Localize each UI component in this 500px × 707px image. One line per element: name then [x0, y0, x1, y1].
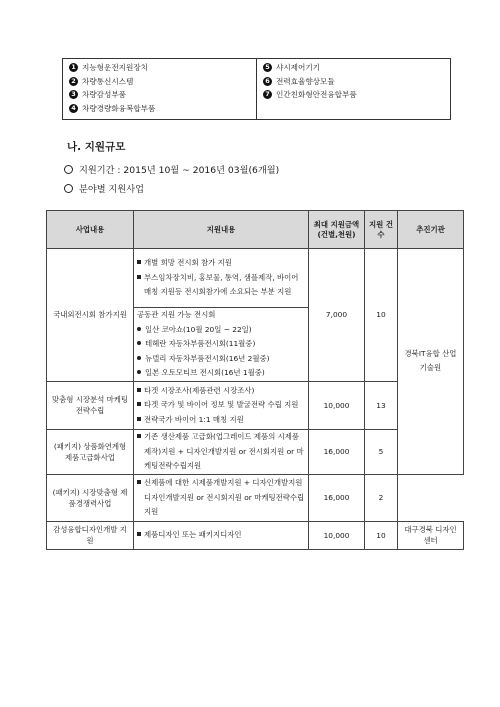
content-item: 테헤란 자동차부품전시회(11월중)	[145, 339, 256, 349]
period-text: 지원기간 : 2015년 10월 ~ 2016년 03월(6개월)	[79, 165, 280, 176]
content-item: 기존 생산제품 고급화(업그레이드 제품의 시제품 제작)지원 + 디자인개발지원 or 전시회지원 or 마케팅전략수립지원	[144, 432, 304, 471]
category-item	[263, 88, 444, 102]
period-line	[64, 162, 279, 176]
row2-count: 13	[365, 381, 398, 429]
category-label: 샤시제어기기	[276, 63, 321, 72]
row1-count: 10	[365, 249, 398, 382]
category-item	[69, 88, 250, 102]
category-item	[69, 75, 250, 89]
category-item	[263, 75, 444, 89]
category-column-left	[63, 59, 256, 119]
number-badge-icon: 4	[69, 104, 78, 113]
row5-agency: 대구경북 디자인센터	[398, 521, 464, 549]
section-heading: 나. 지원규모	[67, 141, 126, 153]
content-item: 전략국가 바이어 1:1 매칭 지원	[144, 414, 244, 424]
content-item: 타겟 국가 및 바이어 정보 및 발굴전략 수립 지원	[144, 400, 299, 410]
category-label: 차량경량화융복합부품	[82, 103, 156, 113]
header-agency: 추진기관	[398, 211, 464, 249]
row5-count: 10	[365, 521, 398, 549]
content-item: 타겟 시장조사(제품관련 시장조사)	[144, 385, 255, 395]
square-bullet-icon	[137, 388, 141, 392]
category-label: 전력효율향상모듈	[276, 76, 335, 86]
number-badge-icon: 2	[69, 77, 78, 86]
category-label: 지능형운전지원장치	[82, 63, 149, 72]
row1-content-part2	[134, 308, 309, 382]
square-bullet-icon	[137, 532, 141, 536]
dot-bullet-icon	[137, 356, 141, 360]
support-table	[46, 210, 464, 550]
row1-content-part1	[134, 249, 309, 308]
number-badge-icon: 5	[263, 63, 272, 72]
number-badge-icon: 1	[69, 63, 78, 72]
content-item: 제품디자인 또는 패키지디자인	[144, 530, 242, 540]
square-bullet-icon	[137, 402, 141, 406]
square-bullet-icon	[137, 275, 141, 279]
row5-content	[134, 521, 309, 549]
dot-bullet-icon	[137, 341, 141, 345]
category-label: 차량감성부품	[82, 90, 127, 99]
row4-count: 2	[365, 474, 398, 521]
header-count: 지원 건수	[365, 211, 398, 249]
square-bullet-icon	[137, 480, 141, 484]
category-item	[69, 61, 250, 75]
row4-business: (패키지) 시장맞춤형 제품경쟁력사업	[47, 474, 134, 521]
table-header-row	[47, 211, 464, 249]
header-business: 사업내용	[47, 211, 134, 249]
row4-amount: 16,000	[309, 474, 365, 521]
row2-business: 맞춤형 시장분석 마케팅전략수립	[47, 381, 134, 429]
category-item	[69, 102, 250, 116]
category-box	[62, 58, 451, 120]
circle-bullet-icon	[64, 165, 73, 174]
content-item: 부스임차장치비, 홍보물, 통역, 샘플제작, 바이어 매칭 지원등 전시회참가에 소요되는 부분 지원	[144, 272, 299, 297]
category-label: 차량통신시스템	[82, 76, 134, 86]
table-row	[47, 521, 464, 549]
table-row	[47, 474, 464, 521]
dot-bullet-icon	[137, 370, 141, 374]
row3-business: (패키지) 상품화연계형 제품고급화사업	[47, 429, 134, 474]
number-badge-icon: 7	[263, 90, 272, 99]
row3-count: 5	[365, 429, 398, 474]
table-row	[47, 249, 464, 308]
category-column-right	[256, 59, 450, 119]
row2-content	[134, 381, 309, 429]
square-bullet-icon	[137, 434, 141, 438]
dot-bullet-icon	[137, 327, 141, 331]
square-bullet-icon	[137, 260, 141, 264]
row1-business: 국내외전시회 참가지원	[47, 249, 134, 382]
header-amount: 최대 지원금액 (건별,천원)	[309, 211, 365, 249]
row5-amount: 10,000	[309, 521, 365, 549]
content-subtitle: 공동관 지원 가능 전시회	[137, 310, 216, 319]
content-item: 개별 희망 전시회 참가 지원	[144, 258, 232, 268]
program-text: 분야별 지원사업	[79, 184, 145, 195]
category-item	[263, 61, 444, 75]
content-item: 신제품에 대한 시제품개발지원 + 디자인개발지원 디자인개발지원 or 전시회지원 or 마케팅전략수립지원	[144, 478, 305, 517]
number-badge-icon: 6	[263, 77, 272, 86]
row2-amount: 10,000	[309, 381, 365, 429]
content-item: 일산 코아쇼(10월 20일 ~ 22일)	[145, 324, 252, 334]
program-line	[64, 181, 144, 195]
square-bullet-icon	[137, 417, 141, 421]
content-item: 일본 오토모티브 전시회(16년 1월중)	[145, 368, 265, 378]
agency-main: 경북IT융합 산업기술원	[398, 249, 464, 475]
content-item: 뉴델리 자동차부품전시회(16년 2월중)	[145, 353, 270, 363]
row3-amount: 16,000	[309, 429, 365, 474]
circle-bullet-icon	[64, 184, 73, 193]
header-content: 지원내용	[134, 211, 309, 249]
number-badge-icon: 3	[69, 90, 78, 99]
category-label: 인간친화형안전융합부품	[276, 90, 357, 99]
row1-amount: 7,000	[309, 249, 365, 382]
row5-business: 감성융합디자인개발 지원	[47, 521, 134, 549]
row3-content	[134, 429, 309, 474]
row4-content	[134, 474, 309, 521]
